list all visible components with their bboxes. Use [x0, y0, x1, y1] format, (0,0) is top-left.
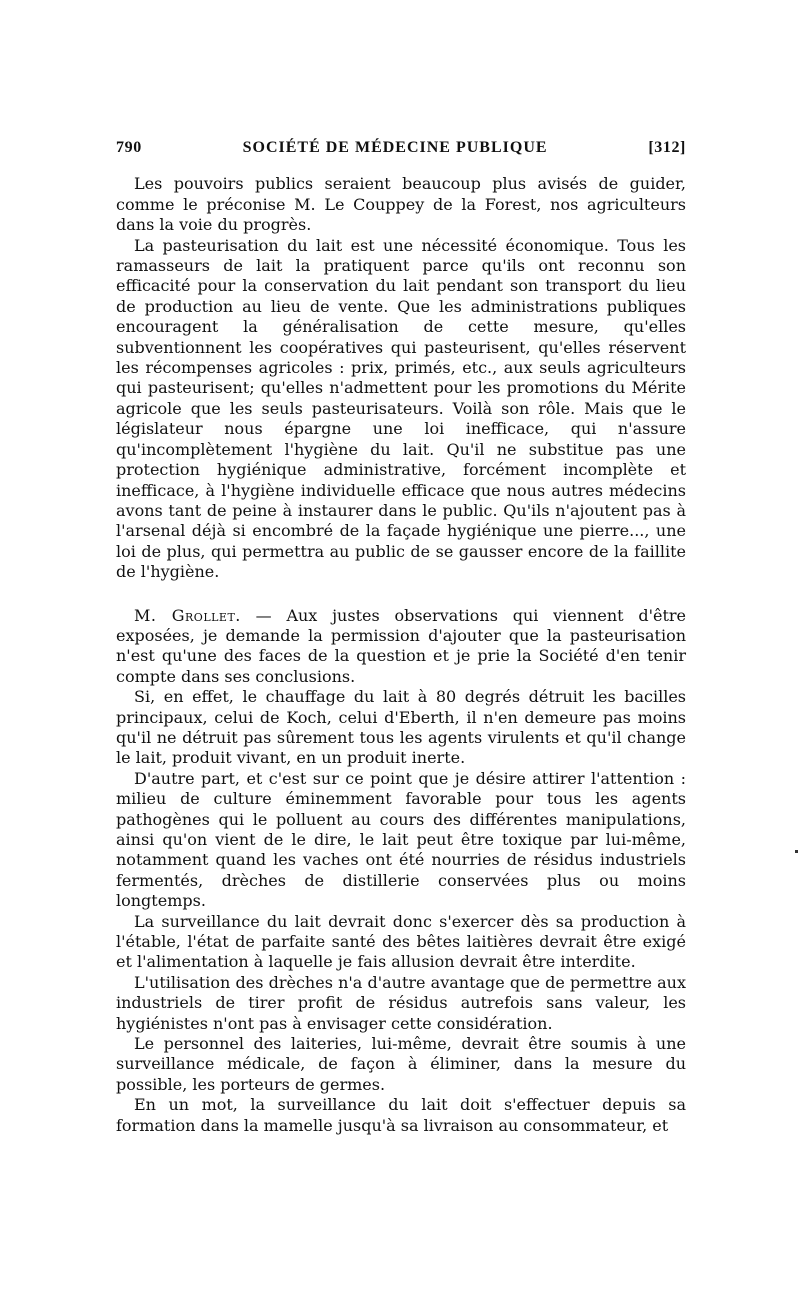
scan-speck: [795, 850, 798, 853]
speaker-paragraph: [116, 606, 686, 688]
paragraph: D'autre part, et c'est sur ce point que je désire attirer l'attention : milieu de culture éminemment favorable pour tous les agents pathogènes qui le polluent au cours des différentes manipulations, ainsi qu'on vient de le dire, le lait peut être toxique par lui-même, notamment quand les vaches ont été nourries de résidus industriels fermentés, drèches de distillerie conservées plus ou moins longtemps.: [116, 768, 686, 911]
section-gap: [116, 583, 686, 606]
paragraph: Si, en effet, le chauffage du lait à 80 degrés détruit les bacilles principaux, celui de Koch, celui d'Eberth, il n'en demeure pas moins qu'il ne détruit pas sûrement tous les agents virulents et qu'il change le lait, produit vivant, en un produit inerte.: [116, 687, 686, 768]
paragraph: Les pouvoirs publics seraient beaucoup plus avisés de guider, comme le préconise M. Le Couppey de la Forest, nos agriculteurs dans la voie du progrès.: [116, 174, 686, 235]
paragraph: L'utilisation des drèches n'a d'autre avantage que de permettre aux industriels de tirer profit de résidus autrefois sans valeur, les hygiénistes n'ont pas à envisager cette considération.: [116, 972, 686, 1033]
paragraph: En un mot, la surveillance du lait doit s'effectuer depuis sa formation dans la mamelle jusqu'à sa livraison au consommateur, et: [116, 1095, 686, 1135]
document-page: [116, 138, 686, 1136]
bracket-page-number: [312]: [648, 139, 686, 156]
paragraph: La surveillance du lait devrait donc s'exercer dès sa production à l'étable, l'état de parfaite santé des bêtes laitières devrait être exigé et l'alimentation à laquelle je fais allusion devrait être interdite.: [116, 911, 686, 972]
speaker-name: M. Grollet.: [134, 605, 241, 625]
running-title: SOCIÉTÉ DE MÉDECINE PUBLIQUE: [242, 139, 548, 156]
paragraph: Le personnel des laiteries, lui-même, devrait être soumis à une surveillance médicale, de façon à éliminer, dans la mesure du possible, les porteurs de germes.: [116, 1034, 686, 1094]
running-header: [116, 138, 686, 158]
speaker-dash: —: [240, 605, 287, 625]
page-number: 790: [116, 139, 142, 156]
speaker-text: Aux justes observations qui viennent d'être exposées, je demande la permission d'ajouter que la pasteurisation n'est qu'une des faces de la question et je prie la Société d'en tenir compte dans ses conclusions.: [116, 605, 686, 686]
paragraph: La pasteurisation du lait est une nécessité économique. Tous les ramasseurs de lait la pratiquent parce qu'ils ont reconnu son efficacité pour la conservation du lait pendant son transport du lieu de production au lieu de vente. Que les administrations publiques encouragent la généralisation de cette mesure, qu'elles subventionnent les coopératives qui pasteurisent, qu'elles réservent les récompenses agricoles : prix, primés, etc., aux seuls agriculteurs qui pasteurisent; qu'elles n'admettent pour les promotions du Mérite agricole que les seuls pasteurisateurs. Voilà son rôle. Mais que le législateur nous épargne une loi inefficace, qui n'assure qu'incomplètement l'hygiène du lait. Qu'il ne substitue pas une protection hygiénique administrative, forcément incomplète et inefficace, à l'hygiène individuelle efficace que nous autres médecins avons tant de peine à instaurer dans le public. Qu'ils n'ajoutent pas à l'arsenal déjà si encombré de la façade hygiénique une pierre..., une loi de plus, qui permettra au public de se gausser encore de la faillite de l'hygiène.: [116, 235, 686, 582]
